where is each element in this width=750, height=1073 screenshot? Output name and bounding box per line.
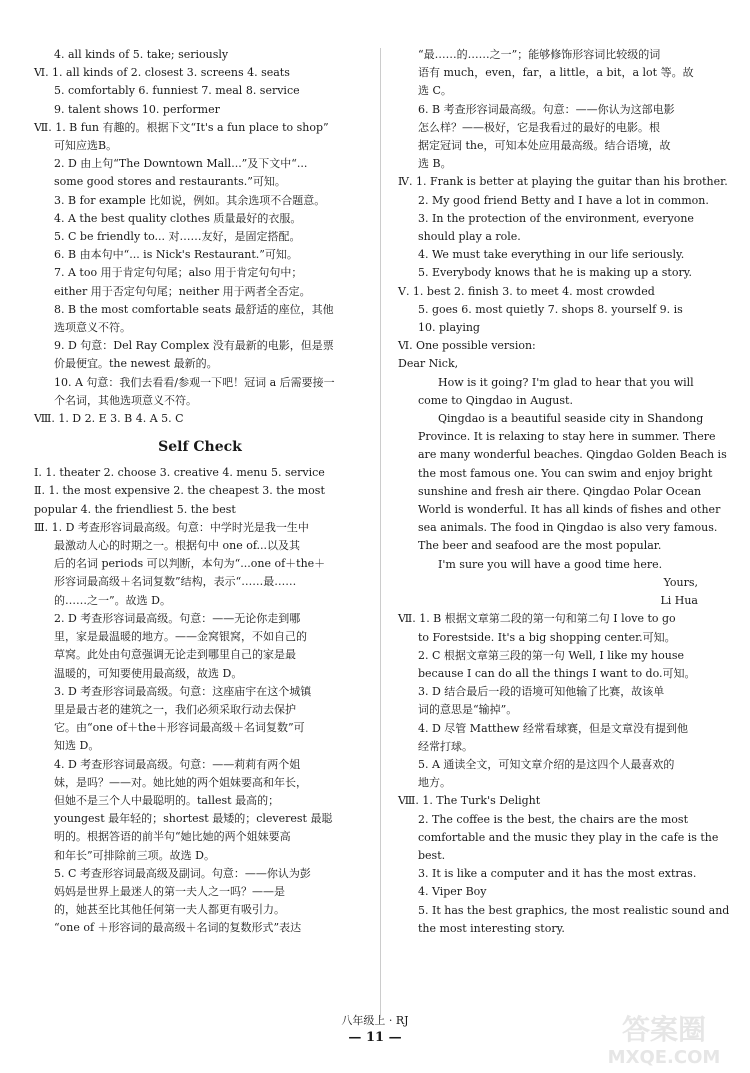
answer-line: Ⅰ. 1. theater 2. choose 3. creative 4. menu 5. service [34, 466, 325, 480]
answer-line: 2. The coffee is the best, the chairs are the most [418, 812, 688, 826]
answer-line: Ⅵ. 1. all kinds of 2. closest 3. screens 4. seats [34, 66, 290, 80]
answer-line: 妹，是吗？——对。她比她的两个姐妹要高和年长， [54, 775, 307, 789]
answer-line: Ⅵ. One possible version: [398, 339, 536, 353]
answer-line: Ⅶ. 1. B fun 有趣的。根据下文“It's a fun place to shop” [34, 120, 329, 134]
answer-line: 里是最古老的建筑之一，我们必须采取行动去保护 [54, 702, 296, 716]
answer-line: 5. A 通读全文，可知文章介绍的是这四个人最喜欢的 [418, 757, 675, 771]
answer-line: 4. all kinds of 5. take; seriously [54, 48, 229, 61]
answer-line: comfortable and the music they play in the cafe is the [418, 830, 719, 844]
answer-line: 草窝。此处由句意强调无论走到哪里自己的家是最 [54, 648, 296, 662]
answer-line: 3. It is like a computer and it has the most extras. [418, 867, 697, 881]
answer-line: 后的名词 periods 可以判断，本句为“...one of＋the＋ [54, 557, 326, 571]
answer-line: 4. D 尽管 Matthew 经常看球赛，但是文章没有提到他 [418, 721, 688, 735]
answer-line: Ⅲ. 1. D 考查形容词最高级。句意：中学时光是我一生中 [34, 520, 309, 534]
answer-line: 3. D 考查形容词最高级。句意：这座庙宇在这个城镇 [54, 684, 312, 698]
answer-line: 9. talent shows 10. performer [54, 102, 220, 116]
answer-line: 4. D 考查形容词最高级。句意：——莉莉有两个姐 [54, 757, 301, 771]
footer-grade: 八年级上 · RJ [341, 1014, 409, 1027]
answer-line: popular 4. the friendliest 5. the best [34, 502, 236, 516]
answer-line: 明的。根据答语的前半句“她比她的两个姐妹要高 [54, 830, 291, 844]
answer-line: 据定冠词 the，可知本处应用最高级。结合语境，故 [418, 139, 671, 153]
answer-line: 但她不是三个人中最聪明的。tallest 最高的； [54, 793, 280, 807]
answer-line: 5. C 考查形容词最高级及副词。句意：——你认为彭 [54, 866, 311, 880]
answer-line: because I can do all the things I want to do.可知。 [418, 666, 696, 680]
left-answers-part2 [34, 464, 366, 937]
answer-line: I'm sure you will have a good time here. [438, 557, 663, 571]
answer-line: How is it going? I'm glad to hear that you will [438, 375, 694, 389]
answer-line: 的……之一”。故选 D。 [54, 593, 171, 607]
answer-line: 5. Everybody knows that he is making up a story. [418, 266, 692, 280]
answer-line: 价最便宜。the newest 最新的。 [54, 357, 218, 371]
answer-line: Ⅱ. 1. the most expensive 2. the cheapest 3. the most [34, 484, 325, 498]
answer-line: 2. D 考查形容词最高级。句意：——无论你走到哪 [54, 611, 301, 625]
answer-line: the most famous one. You can swim and enjoy bright [418, 466, 713, 480]
answer-line: 10. playing [418, 321, 480, 335]
answer-line: 5. goes 6. most quietly 7. shops 8. yourself 9. is [418, 302, 683, 316]
answer-line: 知选 D。 [54, 739, 100, 753]
answer-line: sunshine and fresh air there. Qingdao Polar Ocean [418, 484, 702, 498]
answer-line: 8. B the most comfortable seats 最舒适的座位，其他 [54, 302, 334, 316]
answer-line: some good stores and restaurants.”可知。 [54, 175, 286, 189]
answer-line: The beer and seafood are the most popular. [418, 539, 662, 553]
answer-line: the most interesting story. [418, 921, 565, 935]
right-column [398, 46, 730, 938]
answer-line: Yours, [663, 575, 698, 589]
answer-line: 选 B。 [418, 157, 452, 171]
answer-line: 地方。 [418, 776, 451, 790]
answer-line: 4. A the best quality clothes 质量最好的衣服。 [54, 211, 302, 225]
answer-line: 2. My good friend Betty and I have a lot in common. [418, 193, 709, 207]
answer-line: 4. Viper Boy [418, 885, 487, 899]
left-answers-part1 [34, 46, 366, 428]
answer-line: 2. C 根据文章第三段的第一句 Well, I like my house [418, 648, 684, 662]
answer-line: Qingdao is a beautiful seaside city in Shandong [438, 412, 704, 426]
answer-line: World is wonderful. It has all kinds of fishes and other [418, 503, 721, 517]
answer-line: 个名词，其他选项意义不符。 [54, 393, 197, 407]
answer-line: “最……的……之一”；能够修饰形容词比较级的词 [418, 48, 661, 61]
answer-line: Ⅴ. 1. best 2. finish 3. to meet 4. most crowded [398, 284, 655, 298]
answer-line: 可知应选B。 [54, 139, 118, 153]
self-check-heading: Self Check [158, 439, 242, 456]
answer-line: either 用于否定句句尾；neither 用于两者全否定。 [54, 284, 311, 298]
answer-line: 里，家是最温暖的地方。——金窝银窝，不如自己的 [54, 630, 307, 644]
answer-line: 5. comfortably 6. funniest 7. meal 8. service [54, 84, 300, 98]
watermark-line2: MXQE.COM [607, 1047, 721, 1068]
column-divider [380, 48, 381, 1018]
answer-line: 怎么样？——极好，它是我看过的最好的电影。根 [418, 120, 660, 134]
answer-line: 10. A 句意：我们去看看/参观一下吧！冠词 a 后需要接一 [54, 375, 335, 389]
answer-line: “one of ＋形容词的最高级＋名词的复数形式”表达 [54, 921, 302, 935]
answer-line: 它。由“one of＋the＋形容词最高级＋名词复数”可 [54, 721, 305, 735]
answer-line: should play a role. [418, 230, 521, 244]
watermark-logo [596, 1009, 732, 1069]
left-column [34, 46, 366, 938]
answer-line: 7. A too 用于肯定句句尾；also 用于肯定句句中； [54, 266, 303, 280]
answer-line: come to Qingdao in August. [418, 393, 573, 407]
answer-line: are many wonderful beaches. Qingdao Golden Beach is [418, 448, 727, 462]
answer-line: 3. B for example 比如说，例如。其余选项不合题意。 [54, 193, 326, 207]
answer-line: 6. B 考查形容词最高级。句意：——你认为这部电影 [418, 102, 675, 116]
answer-line: Province. It is relaxing to stay here in summer. There [418, 430, 716, 444]
watermark-line1: 答案圈 [621, 1013, 707, 1046]
answer-line: Ⅶ. 1. B 根据文章第二段的第一句和第二句 I love to go [398, 612, 676, 626]
answer-line: 3. In the protection of the environment, everyone [418, 211, 694, 225]
answer-line: 形容词最高级＋名词复数”结构，表示“……最…… [54, 575, 297, 589]
answer-line: Ⅷ. 1. The Turk's Delight [398, 794, 541, 808]
answer-line: youngest 最年轻的；shortest 最矮的；cleverest 最聪 [54, 812, 333, 826]
answer-line: 语有 much，even，far，a little，a bit，a lot 等。故 [418, 66, 694, 80]
answer-line: Ⅷ. 1. D 2. E 3. B 4. A 5. C [34, 412, 184, 426]
answer-line: 6. B 由本句中“... is Nick's Restaurant.”可知。 [54, 248, 298, 262]
answer-line: 选项意义不符。 [54, 321, 131, 335]
answer-line: 4. We must take everything in our life seriously. [418, 248, 685, 262]
answer-line: Ⅳ. 1. Frank is better at playing the guitar than his brother. [398, 175, 728, 189]
answer-line: sea animals. The food in Qingdao is also very famous. [418, 521, 718, 535]
page-number: — 11 — [348, 1030, 402, 1045]
answer-line: 和年长”可排除前三项。故选 D。 [54, 848, 215, 862]
answer-line: 的，她甚至比其他任何第一夫人都更有吸引力。 [54, 903, 285, 917]
answer-line: Li Hua [660, 594, 698, 608]
answer-line: 妈妈是世界上最迷人的第一夫人之一吗？——是 [54, 884, 285, 898]
answer-line: 最激动人心的时期之一。根据句中 one of...以及其 [54, 539, 301, 553]
answer-line: Dear Nick, [398, 357, 459, 371]
answer-line: 5. It has the best graphics, the most realistic sound and [418, 903, 730, 917]
answer-line: 3. D 结合最后一段的语境可知他输了比赛，故该单 [418, 685, 665, 699]
answer-line: 2. D 由上句“The Downtown Mall...”及下文中“... [54, 157, 308, 171]
answer-line: to Forestside. It's a big shopping center.可知。 [418, 630, 676, 644]
answer-line: 9. D 句意：Del Ray Complex 没有最新的电影，但是票 [54, 339, 334, 353]
answer-line: best. [418, 848, 446, 862]
answer-line: 选 C。 [418, 84, 452, 98]
right-answers [398, 46, 730, 938]
answer-line: 词的意思是“输掉”。 [418, 703, 518, 717]
answer-line: 经常打球。 [418, 739, 473, 753]
answer-line: 温暖的，可知要使用最高级，故选 D。 [54, 666, 243, 680]
answer-line: 5. C be friendly to... 对……友好，是固定搭配。 [54, 230, 301, 244]
